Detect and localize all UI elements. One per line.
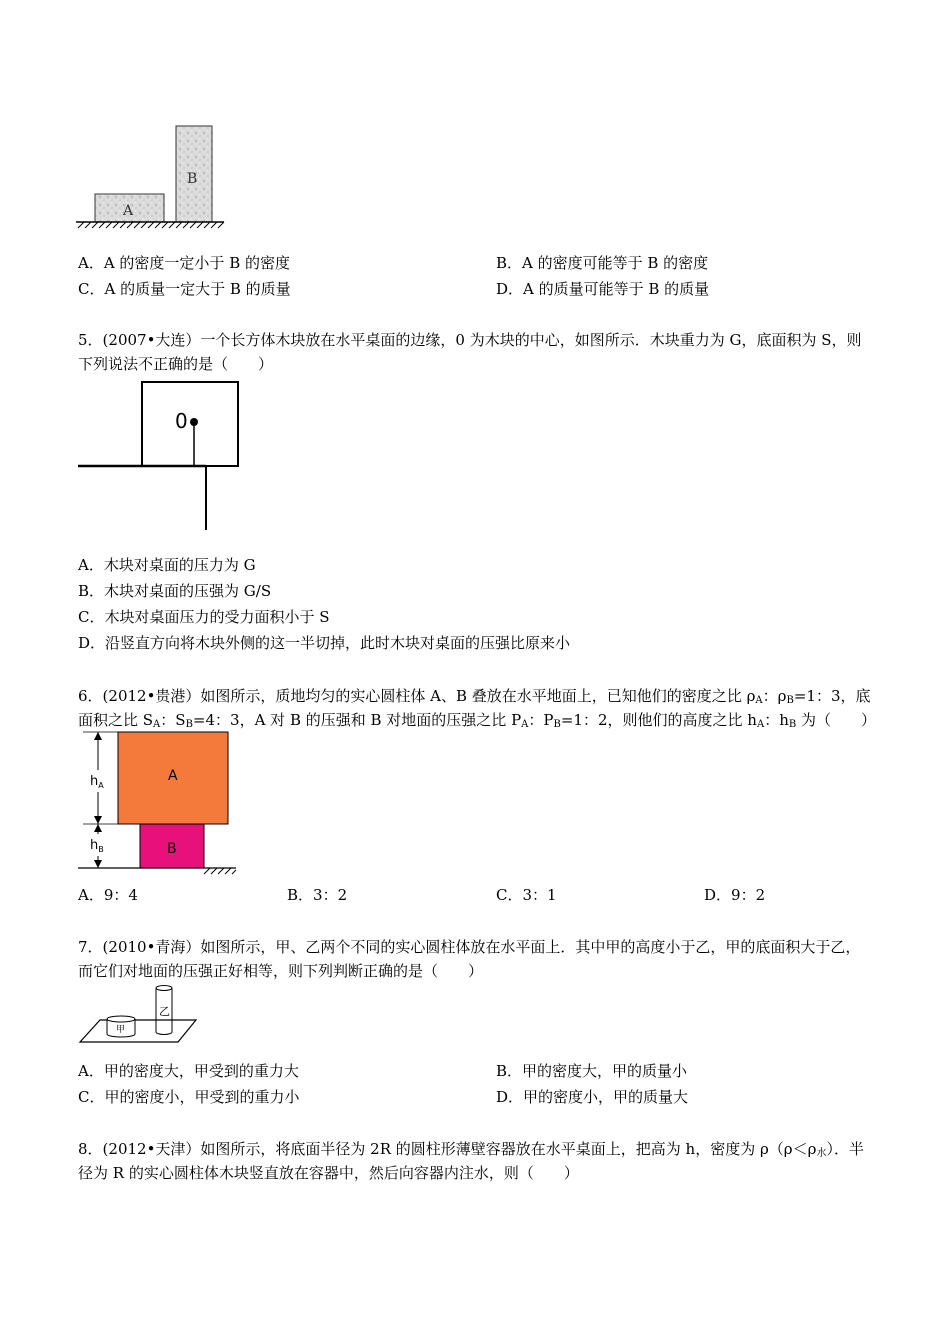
q6-option-a: A．9：4 [78, 886, 138, 904]
q7-option-b: B．甲的密度大，甲的质量小 [496, 1062, 688, 1080]
figure-blocks-ab [74, 122, 229, 230]
figure-two-cylinders [78, 982, 200, 1048]
q4-option-b: B．A 的密度可能等于 B 的密度 [496, 254, 709, 272]
q6-option-d: D．9：2 [704, 886, 766, 904]
label-a: A [123, 203, 134, 219]
q8-stem-line2: 径为 R 的实心圆柱体木块竖直放在容器中，然后向容器内注水，则（ ） [78, 1164, 579, 1182]
block-b-label: B [167, 841, 177, 857]
q5-option-b: B．木块对桌面的压强为 G/S [78, 582, 272, 600]
q6-stem-line2: 面积之比 $S_A$：$S_B=4$：3，A 对 B 的压强和 B 对地面的压强之比 $P_A$：$P_B=1$：2，则他们的高度之比 $h_A$：$h_B$ 为（ ） [78, 711, 876, 730]
q4-option-a: A．A 的密度一定小于 B 的密度 [78, 254, 290, 272]
q7-option-a: A．甲的密度大，甲受到的重力大 [78, 1062, 299, 1080]
label-yi: 乙 [159, 1005, 170, 1018]
q4-option-d: D．A 的质量可能等于 B 的质量 [496, 280, 710, 298]
q4-option-c: C．A 的质量一定大于 B 的质量 [78, 280, 291, 298]
svg-text:hA: $h_A$ [90, 774, 104, 790]
q5-option-a: A．木块对桌面的压力为 G [78, 556, 256, 574]
q7-option-d: D．甲的密度小，甲的质量大 [496, 1088, 689, 1106]
q5-option-c: C．木块对桌面压力的受力面积小于 S [78, 608, 330, 626]
q7-stem-line1: 7．(2010•青海）如图所示，甲、乙两个不同的实心圆柱体放在水平面上．其中甲的高度小于乙，甲的底面积大于乙， [78, 938, 861, 956]
svg-text:hB: $h_B$ [90, 838, 104, 854]
q5-stem-line1: 5．(2007•大连）一个长方体木块放在水平桌面的边缘，0 为木块的中心，如图所示．木块重力为 G，底面积为 S，则 [78, 331, 862, 349]
center-label: 0 [175, 409, 188, 433]
label-b: B [187, 171, 198, 187]
q6-option-b: B．3：2 [287, 886, 348, 904]
q7-option-c: C．甲的密度小，甲受到的重力小 [78, 1088, 300, 1106]
q5-stem-line2: 下列说法不正确的是（ ） [78, 355, 274, 373]
label-jia: 甲 [116, 1025, 126, 1035]
figure-stacked-cylinders [78, 728, 238, 876]
figure-wood-block-on-table [78, 378, 248, 533]
block-a-label: A [168, 768, 178, 784]
q6-stem-line1: 6．(2012•贵港）如图所示，质地均匀的实心圆柱体 A、B 叠放在水平地面上，已知他们的密度之比 $\rho_A$：$\rho_B=1$：3，底 [78, 687, 871, 706]
q7-stem-line2: 而它们对地面的压强正好相等，则下列判断正确的是（ ） [78, 962, 484, 980]
q6-option-c: C．3：1 [496, 886, 557, 904]
q5-option-d: D．沿竖直方向将木块外侧的这一半切掉，此时木块对桌面的压强比原来小 [78, 634, 571, 652]
q8-stem-line1: 8．(2012•天津）如图所示，将底面半径为 2R 的圆柱形薄壁容器放在水平桌面上，把高为 h，密度为 $\rho(\rho<\rho_水)$．半 [78, 1140, 864, 1159]
